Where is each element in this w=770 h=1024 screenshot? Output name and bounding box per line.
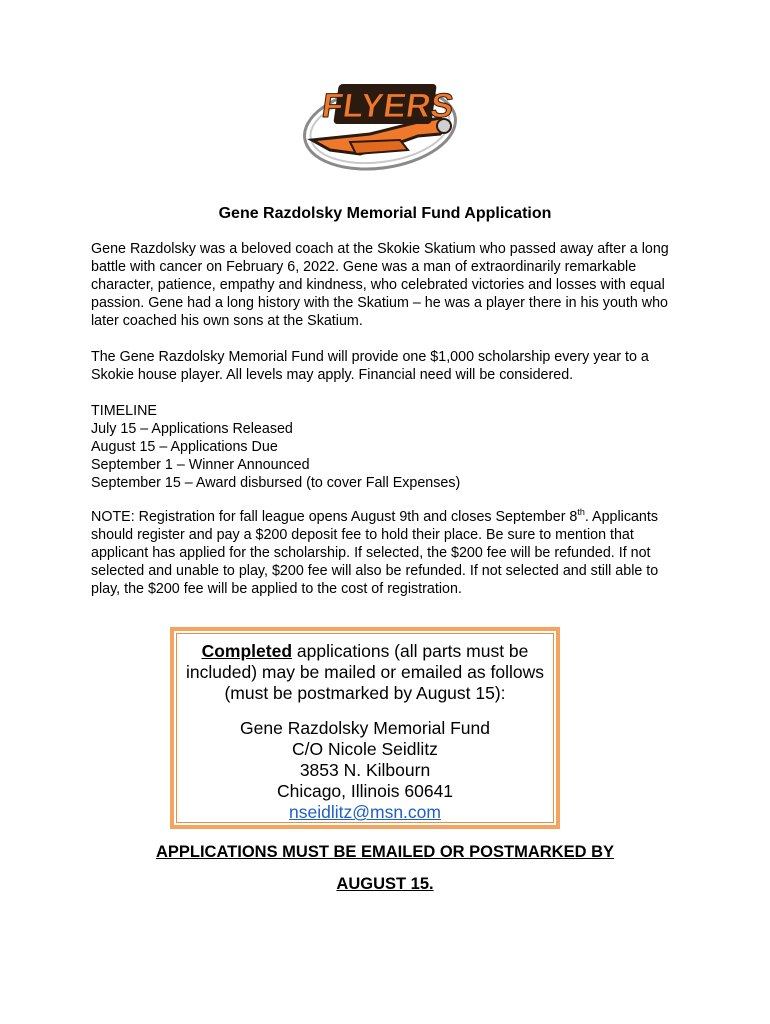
timeline-item: September 1 – Winner Announced: [91, 457, 310, 473]
scholarship-paragraph: The Gene Razdolsky Memorial Fund will provide one $1,000 scholarship every year to a Skokie house player. All levels may apply. Financial need will be considered.: [91, 349, 649, 383]
timeline-item: September 15 – Award disbursed (to cover Fall Expenses): [91, 475, 461, 491]
box-intro-line3: (must be postmarked by August 15):: [224, 683, 506, 703]
submission-box: [170, 627, 560, 829]
flyers-logo: [300, 76, 460, 176]
email-link[interactable]: nseidlitz@msn.com: [289, 802, 441, 822]
note-text: NOTE: Registration for fall league opens August 9th and closes September 8: [91, 509, 578, 525]
box-intro-rest: applications (all parts must be: [292, 641, 529, 661]
address-line: 3853 N. Kilbourn: [299, 760, 431, 780]
note-paragraph: [91, 508, 691, 598]
deadline-line2: AUGUST 15.: [336, 875, 434, 893]
timeline: [91, 402, 691, 492]
box-intro-line2: included) may be mailed or emailed as follows: [186, 662, 544, 682]
address-line: C/O Nicole Seidlitz: [292, 739, 438, 759]
page-title: Gene Razdolsky Memorial Fund Application: [218, 205, 552, 222]
timeline-item: July 15 – Applications Released: [91, 421, 293, 437]
airplane-wing: [350, 140, 408, 154]
svg-text:FLYERS: FLYERS: [319, 87, 456, 125]
note-text-cont: . Applicants should register and pay a $200 deposit fee to hold their place. Be sure to mention that applicant has applied for the scholarship. If selected, the $200 fee will be refunded. If not selected and unable to play, $200 fee will also be refunded. If not selected and still able to play, the $200 fee will be applied to the cost of registration.: [91, 509, 659, 597]
timeline-item: August 15 – Applications Due: [91, 439, 278, 455]
note-superscript: th: [577, 507, 585, 518]
completed-label: Completed: [201, 641, 293, 661]
intro-paragraph: Gene Razdolsky was a beloved coach at the Skokie Skatium who passed away after a long battle with cancer on February 6, 2022. Gene was a man of extraordinarily remarkable character, patience, empathy and kindness, who celebrated victories and losses with equal passion. Gene had a long history with the Skatium – he was a player there in his youth who later coached his own sons at the Skatium.: [91, 241, 669, 329]
timeline-heading: TIMELINE: [91, 403, 157, 419]
address-line: Gene Razdolsky Memorial Fund: [240, 718, 490, 738]
address-line: Chicago, Illinois 60641: [276, 781, 454, 801]
deadline-line1: APPLICATIONS MUST BE EMAILED OR POSTMARKED BY: [155, 843, 615, 861]
logo-wordmark: [320, 84, 457, 125]
box-intro-line1: [174, 641, 556, 662]
